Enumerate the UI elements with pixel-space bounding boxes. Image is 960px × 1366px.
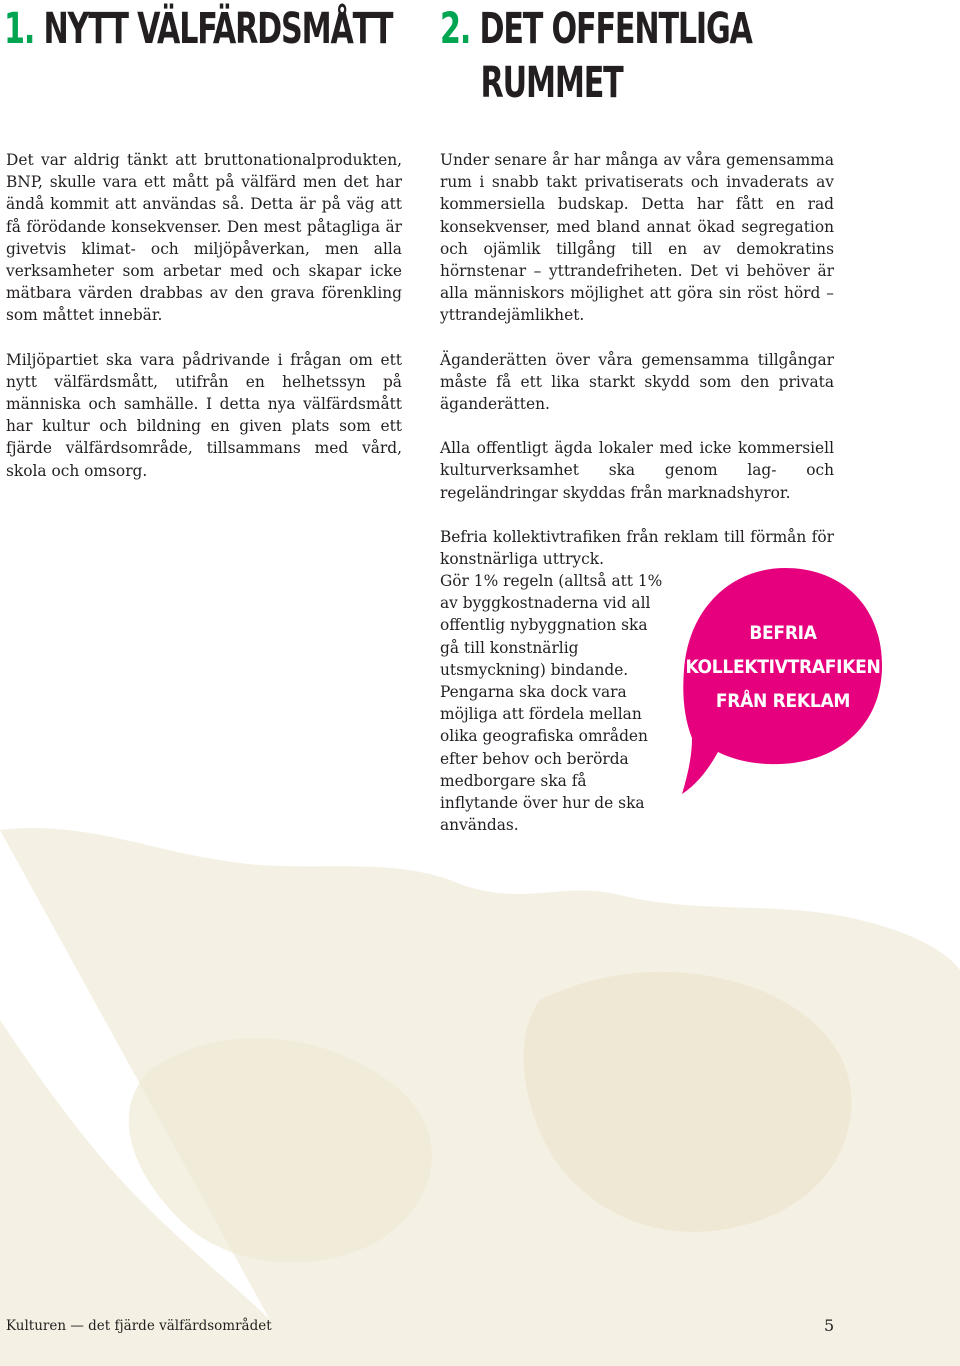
section-2-body [440, 149, 834, 592]
section-2-paragraph: Befria kollektivtrafiken från reklam till förmån för konstnärliga uttryck. [440, 527, 834, 569]
footer-document-title: Kulturen — det fjärde välfärdsområdet [6, 1318, 272, 1334]
section-1-heading [4, 2, 392, 56]
bubble-line-3: FRÅN REKLAM [715, 690, 851, 712]
section-1-paragraph: Det var aldrig tänkt att bruttonationalprodukten, BNP, skulle vara ett mått på välfärd men det har ändå kommit att användas så. Detta är på väg att få förödande konsekvenser. Den mest påtagliga är givetvis klimat- och miljöpåverkan, men alla verksamheter som arbetar med och skapar icke mätbara värden drabbas av den grava förenkling som måttet innebär. [6, 151, 402, 325]
section-2-narrow-paragraph: Gör 1% regeln (alltså att 1% av byggkostnaderna vid all offentlig nybyggnation ska gå till konstnärlig utsmyckning) bindande. Pengarna ska dock vara möjliga att fördela mellan olika geografiska områden efter behov och berörda medborgare ska få inflytande över hur de ska användas. [440, 572, 663, 835]
section-2-number: 2. [440, 4, 471, 54]
section-2-title-line2: RUMMET [480, 58, 623, 108]
section-2-paragraph: Äganderätten över våra gemensamma tillgångar måste få ett lika starkt skydd som den privata äganderätten. [440, 350, 834, 414]
bubble-line-1: BEFRIA [749, 622, 817, 644]
section-1-title: NYTT VÄLFÄRDSMÅTT [43, 4, 393, 54]
page-number: 5 [824, 1316, 835, 1335]
section-1-number: 1. [4, 4, 35, 54]
section-1-paragraph: Miljöpartiet ska vara pådrivande i frågan om ett nytt välfärdsmått, utifrån en helhetssyn på människa och samhälle. I detta nya välfärdsmått har kultur och bildning en given plats som ett fjärde välfärdsområde, tillsammans med vård, skola och omsorg. [6, 350, 402, 480]
section-2-title-line1: DET OFFENTLIGA [479, 4, 752, 54]
section-2-paragraph: Alla offentligt ägda lokaler med icke kommersiell kulturverksamhet ska genom lag- och regeländringar skyddas från marknadshyror. [440, 439, 834, 502]
background-decorative-shape [0, 820, 960, 1366]
section-2-heading [440, 2, 752, 110]
section-2-paragraph: Under senare år har många av våra gemensamma rum i snabb takt privatiserats och invaderats av kommersiella budskap. Detta har fått en rad konsekvenser, med bland annat ökad segregation och ojämlik tillgång till en av demokratins hörnstenar – yttrandefriheten. Det vi behöver är alla människors möjlighet att göra sin röst hörd – yttrandejämlikhet. [440, 151, 834, 325]
speech-bubble-callout [680, 566, 890, 798]
section-1-body [6, 149, 402, 504]
bubble-line-2: KOLLEKTIVTRAFIKEN [685, 656, 881, 678]
speech-bubble-text [680, 616, 886, 718]
